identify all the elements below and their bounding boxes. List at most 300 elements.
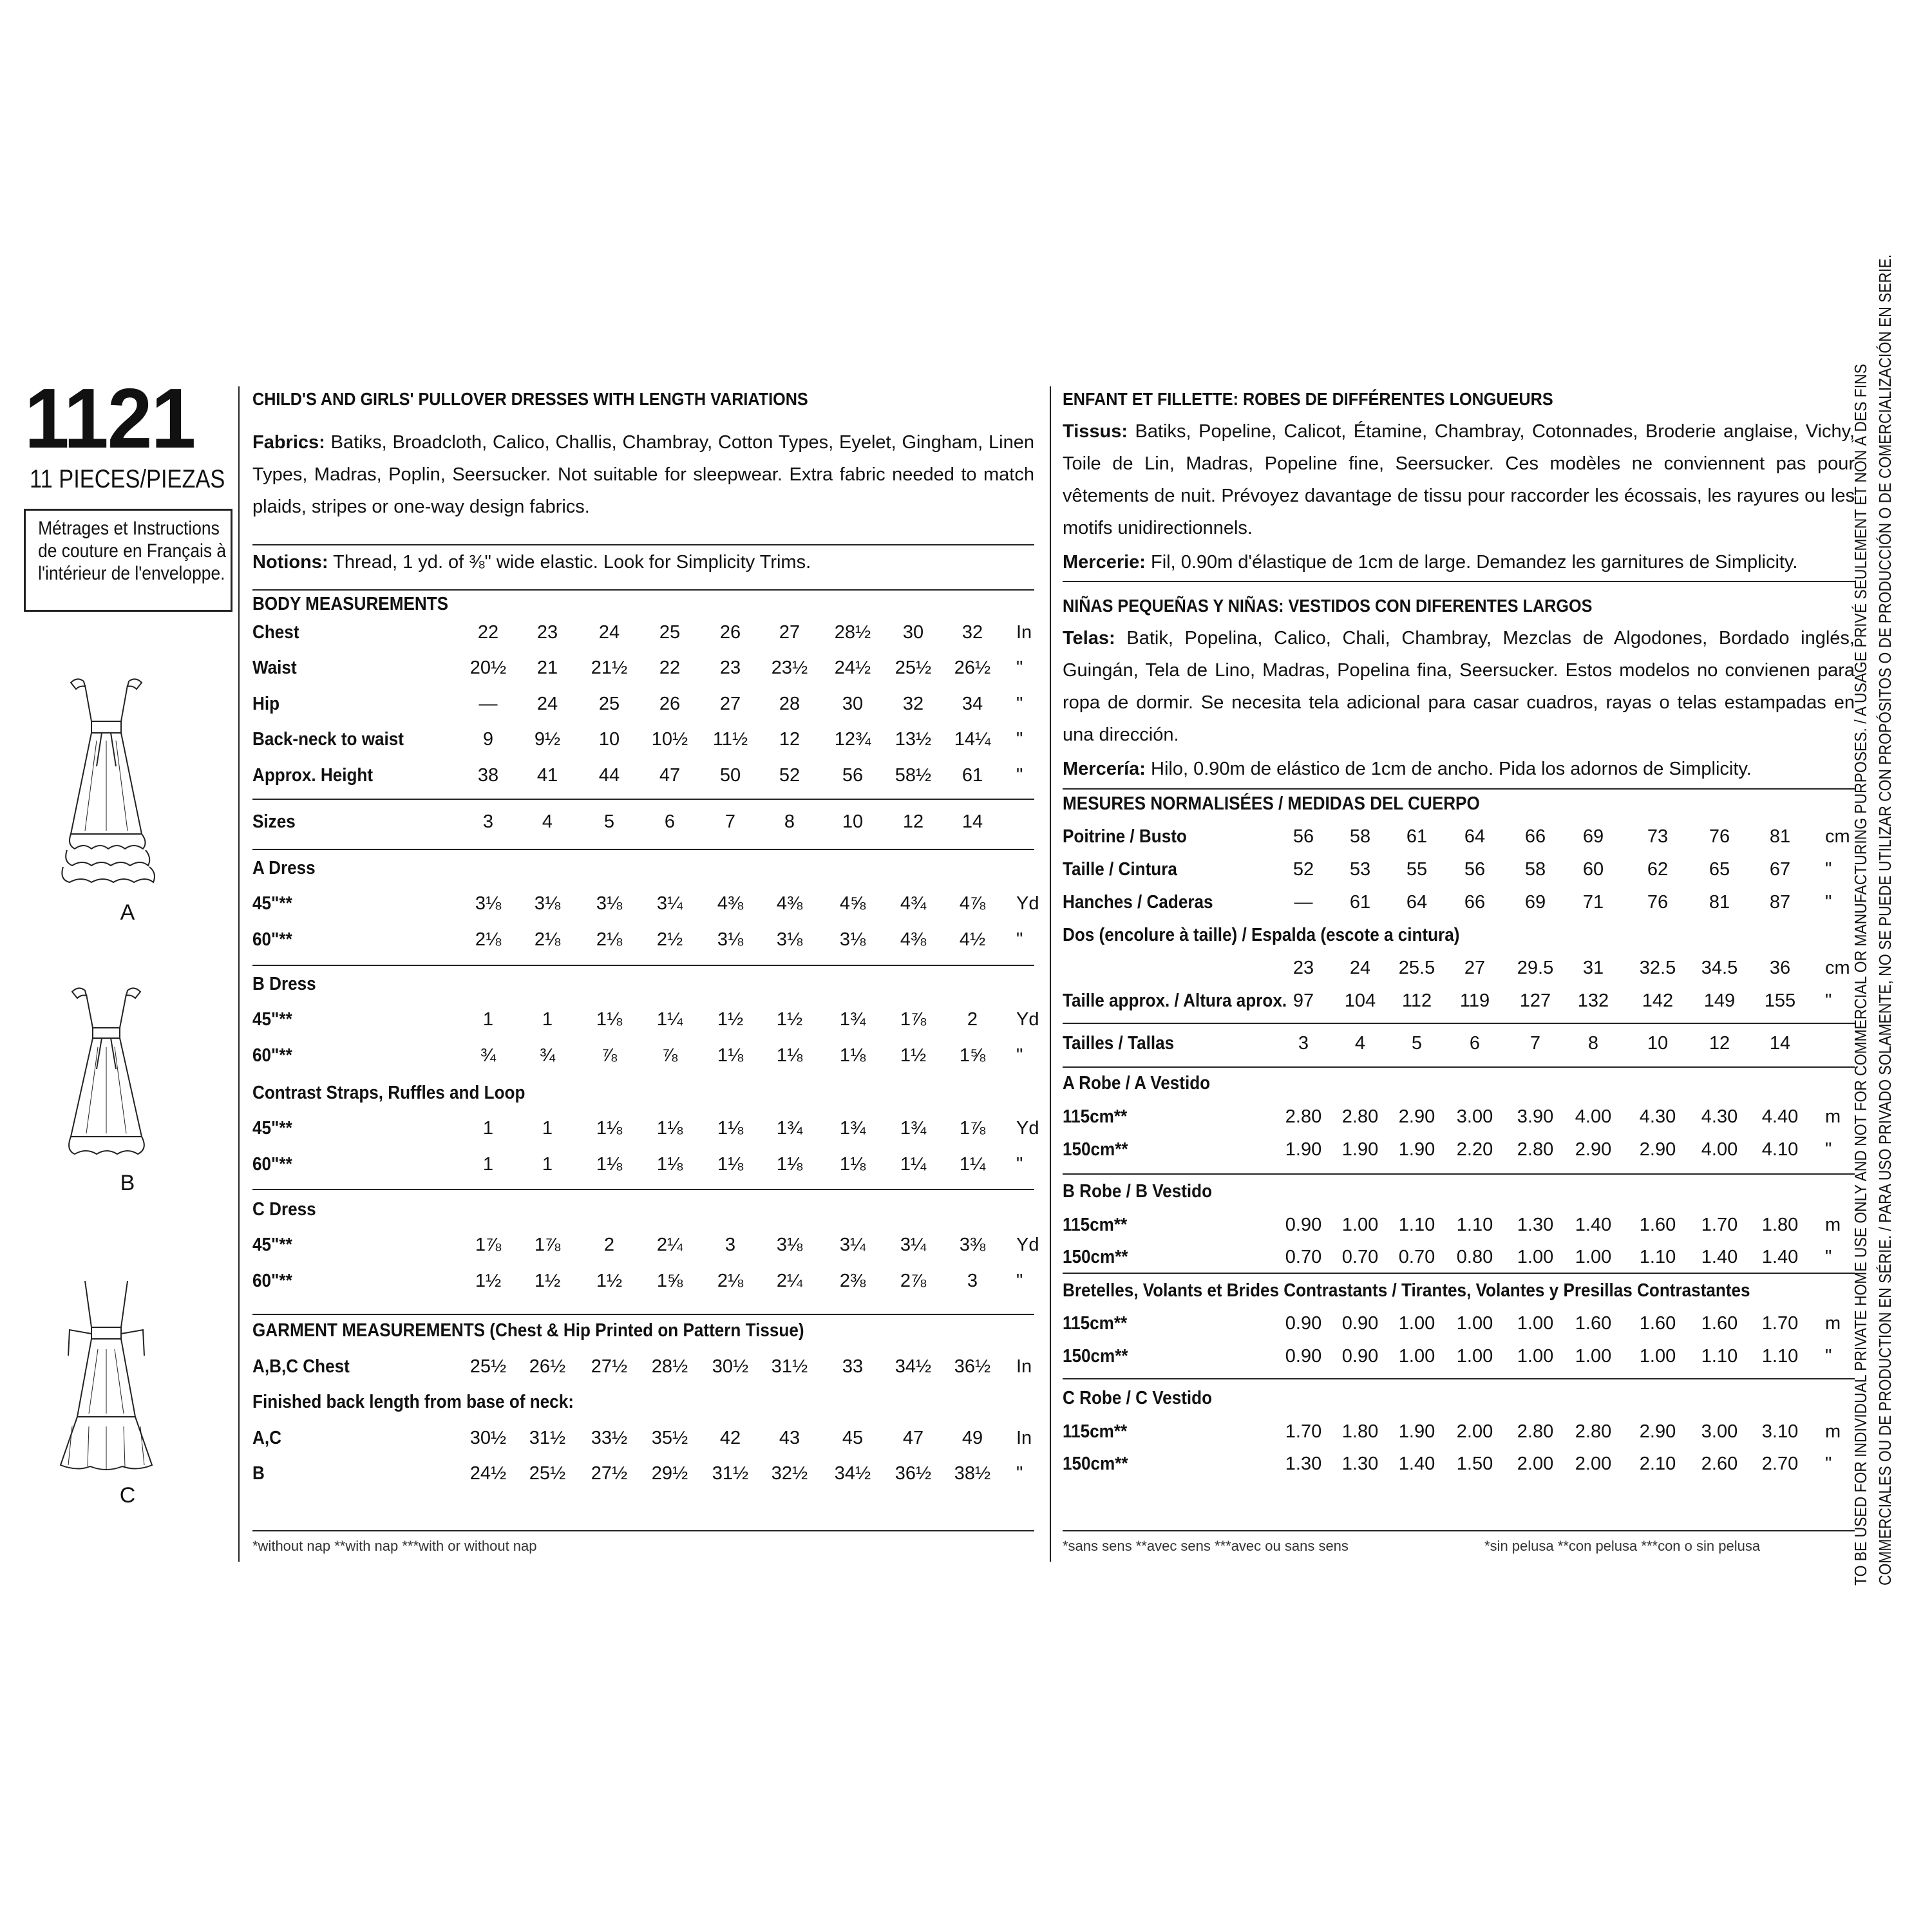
english-notions bbox=[252, 546, 1034, 578]
yardage-row-value: 1⅞ bbox=[475, 1235, 502, 1255]
intl-yardage-row-value: 1.00 bbox=[1341, 1215, 1379, 1235]
french-fabrics bbox=[1063, 415, 1855, 544]
body-row-value: 27 bbox=[719, 694, 741, 714]
finished-length-row-value: 30½ bbox=[469, 1428, 507, 1448]
finished-length-row-value: 27½ bbox=[591, 1463, 628, 1484]
intl-size-value: 10 bbox=[1647, 1033, 1669, 1054]
body-row-label: Hip bbox=[252, 694, 280, 714]
yardage-row-unit: Yd bbox=[1016, 893, 1039, 914]
tissus-text: Batiks, Popeline, Calicot, Étamine, Chambray, Cotonnades, Broderie anglaise, Vichy, Toile de Lin, Madras, Popeline fine, Seersucker. Ces modèles ne conviennent pas pour vêtements de nuit. Prévoyez davantage de tissu pour raccorder les écossais, les rayures ou les motifs unidirectionnels. bbox=[1063, 421, 1855, 538]
intl-body-row-value: 58 bbox=[1349, 826, 1371, 847]
yardage-row-unit: " bbox=[1016, 929, 1023, 950]
intl-yardage-row-unit: m bbox=[1825, 1421, 1841, 1442]
yardage-row-value: 2 bbox=[603, 1235, 615, 1255]
body-row-label: Back-neck to waist bbox=[252, 729, 404, 750]
notions-text: Thread, 1 yd. of ⅜" wide elastic. Look for Simplicity Trims. bbox=[328, 552, 811, 573]
intl-yardage-row-value: 4.40 bbox=[1761, 1106, 1799, 1127]
yardage-row-value: 1 bbox=[542, 1154, 553, 1175]
yardage-row-value: 3¼ bbox=[656, 893, 683, 914]
intl-yardage-row-value: 1.10 bbox=[1701, 1346, 1738, 1367]
intl-yardage-row-value: 1.90 bbox=[1398, 1421, 1435, 1442]
yardage-row-label: 60"** bbox=[252, 1154, 292, 1175]
intl-yardage-row-value: 2.00 bbox=[1575, 1454, 1612, 1474]
yardage-row-value: 2¼ bbox=[656, 1235, 683, 1255]
intl-body-row-value: 81 bbox=[1769, 826, 1791, 847]
yardage-heading: B Dress bbox=[252, 974, 316, 994]
garment-chest-row-unit: In bbox=[1016, 1356, 1032, 1377]
divider bbox=[252, 965, 1034, 966]
intl-body-heading: MESURES NORMALISÉES / MEDIDAS DEL CUERPO bbox=[1063, 793, 1480, 814]
body-row-value: 12¾ bbox=[834, 729, 871, 750]
body-row-label: Waist bbox=[252, 658, 297, 678]
intl-yardage-row-value: 0.70 bbox=[1341, 1247, 1379, 1267]
body-row-value: 26 bbox=[719, 622, 741, 643]
intl-body-row-value: 76 bbox=[1709, 826, 1730, 847]
back-length-label: Dos (encolure à taille) / Espalda (escote a cintura) bbox=[1063, 925, 1460, 945]
intl-body-row-label: Hanches / Caderas bbox=[1063, 892, 1213, 913]
yardage-row-value: 4⅝ bbox=[839, 893, 866, 914]
spanish-title: NIÑAS PEQUEÑAS Y NIÑAS: VESTIDOS CON DIFERENTES LARGOS bbox=[1063, 596, 1593, 616]
body-row-unit: " bbox=[1016, 729, 1023, 750]
intl-size-value: 12 bbox=[1709, 1033, 1730, 1054]
yardage-row-value: 1½ bbox=[776, 1009, 803, 1030]
intl-body-row-value: 87 bbox=[1769, 892, 1791, 913]
intl-size-value: 8 bbox=[1587, 1033, 1599, 1054]
intl-size-value: 3 bbox=[1298, 1033, 1309, 1054]
intl-yardage-row-label: 115cm** bbox=[1063, 1106, 1128, 1127]
intl-yardage-row-value: 0.70 bbox=[1285, 1247, 1322, 1267]
french-nap-footnote: *sans sens **avec sens ***avec ou sans sens bbox=[1063, 1538, 1349, 1554]
intl-yardage-row-value: 0.90 bbox=[1285, 1346, 1322, 1367]
size-value: 4 bbox=[542, 811, 553, 832]
finished-length-row-value: 49 bbox=[961, 1428, 983, 1448]
back-length-value: 27 bbox=[1464, 958, 1486, 978]
spanish-notions bbox=[1063, 753, 1855, 785]
view-label-c: C bbox=[119, 1483, 136, 1508]
body-row-value: 47 bbox=[659, 765, 681, 786]
intl-yardage-row-value: 4.00 bbox=[1575, 1106, 1612, 1127]
note-line: Métrages et Instructions bbox=[38, 518, 220, 539]
intl-body-row-value: 52 bbox=[1293, 859, 1314, 880]
size-value: 12 bbox=[902, 811, 924, 832]
finished-length-row-value: 43 bbox=[779, 1428, 800, 1448]
intl-body-row-value: 56 bbox=[1464, 859, 1486, 880]
body-row-value: 22 bbox=[477, 622, 499, 643]
finished-length-heading: Finished back length from base of neck: bbox=[252, 1392, 574, 1412]
back-length-value: 34.5 bbox=[1701, 958, 1738, 978]
yardage-row-value: 2 bbox=[967, 1009, 978, 1030]
intl-yardage-row-value: 0.90 bbox=[1285, 1313, 1322, 1334]
yardage-row-value: 2½ bbox=[656, 929, 683, 950]
height-value: 97 bbox=[1293, 990, 1314, 1011]
intl-yardage-row-value: 2.90 bbox=[1639, 1139, 1676, 1160]
divider bbox=[1063, 1066, 1855, 1068]
divider bbox=[252, 589, 1034, 591]
yardage-row-value: 3⅛ bbox=[839, 929, 866, 950]
intl-yardage-row-value: 1.00 bbox=[1517, 1346, 1554, 1367]
yardage-row-unit: " bbox=[1016, 1045, 1023, 1066]
yardage-row-value: 4⅞ bbox=[959, 893, 986, 914]
intl-yardage-row-value: 1.10 bbox=[1398, 1215, 1435, 1235]
size-value: 8 bbox=[784, 811, 795, 832]
view-b-illustration bbox=[58, 985, 155, 1159]
finished-length-row-value: 45 bbox=[842, 1428, 864, 1448]
yardage-row-label: 45"** bbox=[252, 1118, 292, 1139]
size-value: 3 bbox=[482, 811, 494, 832]
intl-yardage-row-unit: m bbox=[1825, 1106, 1841, 1127]
divider bbox=[252, 849, 1034, 850]
size-value: 10 bbox=[842, 811, 864, 832]
divider bbox=[1063, 1273, 1855, 1274]
yardage-row-value: 1⅛ bbox=[839, 1154, 866, 1175]
body-row-value: 56 bbox=[842, 765, 864, 786]
intl-yardage-row-value: 1.00 bbox=[1639, 1346, 1676, 1367]
intl-yardage-row-value: 2.90 bbox=[1398, 1106, 1435, 1127]
body-row-value: 24½ bbox=[834, 658, 871, 678]
divider bbox=[252, 799, 1034, 800]
intl-yardage-row-value: 3.00 bbox=[1456, 1106, 1493, 1127]
intl-yardage-row-value: 0.90 bbox=[1285, 1215, 1322, 1235]
intl-yardage-row-unit: " bbox=[1825, 1247, 1832, 1267]
fabrics-label: Fabrics: bbox=[252, 432, 325, 453]
intl-body-row-unit: " bbox=[1825, 892, 1832, 913]
garment-chest-row-value: 31½ bbox=[771, 1356, 808, 1377]
intl-yardage-row-value: 4.10 bbox=[1761, 1139, 1799, 1160]
size-value: 14 bbox=[961, 811, 983, 832]
finished-length-row-value: 31½ bbox=[529, 1428, 566, 1448]
divider bbox=[252, 1314, 1034, 1315]
yardage-row-value: 3⅛ bbox=[717, 929, 744, 950]
body-row-value: 11½ bbox=[712, 729, 748, 750]
intl-body-row-value: 62 bbox=[1647, 859, 1669, 880]
yardage-heading: A Dress bbox=[252, 858, 316, 878]
body-row-label: Approx. Height bbox=[252, 765, 374, 786]
piece-count: 11 PIECES/PIEZAS bbox=[30, 465, 225, 493]
yardage-row-value: 4⅜ bbox=[900, 929, 927, 950]
yardage-row-value: 2⅞ bbox=[900, 1271, 927, 1291]
finished-length-row-value: 36½ bbox=[895, 1463, 932, 1484]
finished-length-row-value: 29½ bbox=[651, 1463, 688, 1484]
yardage-row-value: 2⅛ bbox=[475, 929, 502, 950]
intl-yardage-row-unit: " bbox=[1825, 1454, 1832, 1474]
body-row-unit: " bbox=[1016, 765, 1023, 786]
yardage-row-value: 3¼ bbox=[900, 1235, 927, 1255]
intl-body-row-value: 60 bbox=[1582, 859, 1604, 880]
yardage-row-unit: " bbox=[1016, 1154, 1023, 1175]
intl-yardage-row-value: 1.00 bbox=[1517, 1313, 1554, 1334]
legal-line: COMMERCIALES OU DE PRODUCTION EN SÉRIE. / PARA USO PRIVADO SOLAMENTE, NO SE PUEDE UTILIZAR CON PROPÓSITOS O DE PRODUCCIÓN O DE COMERCIALIZACIÓN EN SERIE. bbox=[1875, 254, 1895, 1586]
intl-yardage-row-value: 2.80 bbox=[1341, 1106, 1379, 1127]
intl-yardage-row-value: 1.40 bbox=[1761, 1247, 1799, 1267]
body-row-unit: " bbox=[1016, 658, 1023, 678]
body-row-value: 30 bbox=[902, 622, 924, 643]
intl-size-value: 14 bbox=[1769, 1033, 1791, 1054]
yardage-row-value: 1 bbox=[542, 1118, 553, 1139]
yardage-row-value: 2⅛ bbox=[596, 929, 623, 950]
intl-yardage-row-value: 2.80 bbox=[1575, 1421, 1612, 1442]
body-row-value: 9 bbox=[482, 729, 494, 750]
yardage-row-value: 1½ bbox=[596, 1271, 623, 1291]
body-row-value: 23 bbox=[719, 658, 741, 678]
intl-yardage-row-unit: " bbox=[1825, 1346, 1832, 1367]
back-length-value: 31 bbox=[1582, 958, 1604, 978]
yardage-row-value: 1 bbox=[482, 1118, 494, 1139]
view-label-a: A bbox=[120, 900, 135, 925]
intl-body-row-value: 66 bbox=[1524, 826, 1546, 847]
intl-yardage-row-value: 1.60 bbox=[1639, 1215, 1676, 1235]
intl-yardage-row-value: 3.90 bbox=[1517, 1106, 1554, 1127]
yardage-row-label: 45"** bbox=[252, 893, 292, 914]
finished-length-row-value: 35½ bbox=[651, 1428, 688, 1448]
yardage-row-value: 1⅛ bbox=[596, 1154, 623, 1175]
yardage-row-value: 1⅛ bbox=[596, 1009, 623, 1030]
intl-yardage-row-label: 150cm** bbox=[1063, 1139, 1128, 1160]
garment-chest-row-value: 30½ bbox=[712, 1356, 749, 1377]
height-value: 112 bbox=[1401, 990, 1432, 1011]
garment-chest-row-value: 25½ bbox=[469, 1356, 507, 1377]
body-row-value: 27 bbox=[779, 622, 800, 643]
intl-body-row-value: 61 bbox=[1349, 892, 1371, 913]
divider bbox=[252, 544, 1034, 545]
yardage-row-value: 1⅛ bbox=[596, 1118, 623, 1139]
body-row-value: 50 bbox=[719, 765, 741, 786]
yardage-row-value: 1⅛ bbox=[717, 1045, 744, 1066]
body-row-value: 41 bbox=[536, 765, 558, 786]
spanish-fabrics bbox=[1063, 622, 1855, 751]
legal-line: TO BE USED FOR INDIVIDUAL PRIVATE HOME USE ONLY AND NOT FOR COMMERCIAL OR MANUFACTURING PURPOSES. / A USAGE PRIVÉ SEULEMENT ET NON À DES FINS bbox=[1851, 364, 1870, 1586]
body-row-value: 30 bbox=[842, 694, 864, 714]
yardage-row-unit: Yd bbox=[1016, 1009, 1039, 1030]
yardage-row-value: 3⅛ bbox=[776, 929, 803, 950]
back-length-unit: cm bbox=[1825, 958, 1850, 978]
intl-body-row-value: 64 bbox=[1464, 826, 1486, 847]
telas-label: Telas: bbox=[1063, 628, 1115, 649]
intl-yardage-row-value: 1.00 bbox=[1517, 1247, 1554, 1267]
intl-body-row-value: 69 bbox=[1582, 826, 1604, 847]
intl-body-row-value: 55 bbox=[1406, 859, 1428, 880]
intl-body-row-value: 81 bbox=[1709, 892, 1730, 913]
intl-body-row-value: 53 bbox=[1349, 859, 1371, 880]
body-row-value: 44 bbox=[598, 765, 620, 786]
telas-text: Batik, Popelina, Calico, Chali, Chambray, Mezclas de Algodones, Bordado inglés, Guingán, Tela de Lino, Madras, Popelina fina, Seersucker. Estos modelos no convienen para ropa de dormir. Se necesita tela adicional para casar cuadros, rayas o telas estampadas en una dirección. bbox=[1063, 628, 1855, 745]
intl-yardage-row-label: 115cm** bbox=[1063, 1215, 1128, 1235]
garment-chest-row-value: 28½ bbox=[651, 1356, 688, 1377]
finished-length-row-value: 34½ bbox=[834, 1463, 871, 1484]
back-length-value: 25.5 bbox=[1398, 958, 1435, 978]
yardage-row-value: 1¼ bbox=[900, 1154, 927, 1175]
height-label: Taille approx. / Altura aprox. bbox=[1063, 990, 1287, 1011]
intl-yardage-heading: A Robe / A Vestido bbox=[1063, 1073, 1211, 1094]
size-value: 7 bbox=[724, 811, 736, 832]
intl-yardage-row-value: 1.30 bbox=[1285, 1454, 1322, 1474]
spanish-nap-footnote: *sin pelusa **con pelusa ***con o sin pelusa bbox=[1484, 1538, 1761, 1554]
finished-length-row-value: 33½ bbox=[591, 1428, 628, 1448]
legal-notice bbox=[1848, 254, 1897, 1586]
yardage-row-value: 1¾ bbox=[776, 1118, 803, 1139]
yardage-row-value: 1⅞ bbox=[959, 1118, 986, 1139]
view-label-b: B bbox=[120, 1171, 135, 1195]
yardage-row-value: 3¼ bbox=[839, 1235, 866, 1255]
finished-length-row-value: 38½ bbox=[954, 1463, 991, 1484]
body-row-value: 9½ bbox=[534, 729, 561, 750]
divider bbox=[1063, 1023, 1855, 1024]
divider bbox=[1063, 1378, 1855, 1379]
yardage-row-value: 1 bbox=[542, 1009, 553, 1030]
intl-yardage-row-unit: m bbox=[1825, 1215, 1841, 1235]
intl-yardage-row-value: 1.60 bbox=[1701, 1313, 1738, 1334]
divider bbox=[1063, 1173, 1855, 1175]
body-row-value: 24 bbox=[598, 622, 620, 643]
intl-yardage-row-value: 1.40 bbox=[1701, 1247, 1738, 1267]
intl-body-row-label: Taille / Cintura bbox=[1063, 859, 1177, 880]
yardage-heading: C Dress bbox=[252, 1199, 316, 1220]
intl-yardage-row-value: 1.90 bbox=[1285, 1139, 1322, 1160]
yardage-row-value: 1¼ bbox=[656, 1009, 683, 1030]
yardage-row-unit: " bbox=[1016, 1271, 1023, 1291]
view-c-illustration bbox=[52, 1278, 161, 1478]
intl-yardage-row-value: 4.30 bbox=[1639, 1106, 1676, 1127]
intl-yardage-row-label: 150cm** bbox=[1063, 1346, 1128, 1367]
intl-yardage-row-value: 3.00 bbox=[1701, 1421, 1738, 1442]
left-divider bbox=[238, 386, 240, 1562]
intl-yardage-row-value: 2.70 bbox=[1761, 1454, 1799, 1474]
height-value: 127 bbox=[1519, 990, 1551, 1011]
size-value: 6 bbox=[664, 811, 676, 832]
merceria-label: Mercería: bbox=[1063, 759, 1146, 779]
back-length-value: 24 bbox=[1349, 958, 1371, 978]
intl-body-row-value: 64 bbox=[1406, 892, 1428, 913]
yardage-row-label: 60"** bbox=[252, 1045, 292, 1066]
intl-yardage-row-label: 115cm** bbox=[1063, 1421, 1128, 1442]
intl-body-row-value: 61 bbox=[1406, 826, 1428, 847]
body-row-value: 10½ bbox=[651, 729, 688, 750]
finished-length-row-unit: In bbox=[1016, 1428, 1032, 1448]
yardage-row-value: ⅞ bbox=[661, 1045, 678, 1066]
intl-yardage-row-value: 1.30 bbox=[1517, 1215, 1554, 1235]
body-row-value: 23 bbox=[536, 622, 558, 643]
english-nap-footnote: *without nap **with nap ***with or without nap bbox=[252, 1538, 537, 1554]
sizes-label: Sizes bbox=[252, 811, 296, 832]
intl-yardage-row-value: 3.10 bbox=[1761, 1421, 1799, 1442]
intl-yardage-row-value: 1.00 bbox=[1575, 1346, 1612, 1367]
note-line: de couture en Français à bbox=[38, 540, 227, 562]
garment-chest-row-value: 33 bbox=[842, 1356, 864, 1377]
yardage-row-value: 2⅛ bbox=[534, 929, 561, 950]
intl-yardage-row-value: 1.70 bbox=[1701, 1215, 1738, 1235]
height-value: 149 bbox=[1703, 990, 1736, 1011]
intl-yardage-row-value: 2.80 bbox=[1285, 1106, 1322, 1127]
mercerie-text: Fil, 0.90m d'élastique de 1cm de large. Demandez les garnitures de Simplicity. bbox=[1145, 552, 1798, 573]
finished-length-row-label: B bbox=[252, 1463, 265, 1484]
yardage-row-value: 3⅛ bbox=[596, 893, 623, 914]
yardage-heading: Contrast Straps, Ruffles and Loop bbox=[252, 1083, 526, 1103]
intl-yardage-row-value: 2.80 bbox=[1517, 1421, 1554, 1442]
intl-yardage-row-value: 2.00 bbox=[1517, 1454, 1554, 1474]
body-row-value: 28½ bbox=[834, 622, 871, 643]
body-row-value: 34 bbox=[961, 694, 983, 714]
intl-yardage-row-unit: m bbox=[1825, 1313, 1841, 1334]
yardage-row-value: 1⅛ bbox=[656, 1154, 683, 1175]
height-value: 155 bbox=[1764, 990, 1796, 1011]
back-length-value: 36 bbox=[1769, 958, 1791, 978]
height-value: 142 bbox=[1642, 990, 1674, 1011]
yardage-row-value: 1¾ bbox=[839, 1009, 866, 1030]
intl-body-row-value: 65 bbox=[1709, 859, 1730, 880]
body-row-value: 25½ bbox=[895, 658, 932, 678]
view-a-illustration bbox=[52, 676, 161, 895]
yardage-row-value: 3⅛ bbox=[776, 1235, 803, 1255]
yardage-row-value: 1⅞ bbox=[900, 1009, 927, 1030]
intl-yardage-heading: C Robe / C Vestido bbox=[1063, 1388, 1213, 1408]
intl-yardage-row-value: 1.30 bbox=[1341, 1454, 1379, 1474]
intl-size-value: 4 bbox=[1354, 1033, 1366, 1054]
intl-yardage-row-value: 0.90 bbox=[1341, 1313, 1379, 1334]
intl-size-value: 5 bbox=[1411, 1033, 1423, 1054]
french-instructions-note bbox=[24, 509, 232, 612]
intl-yardage-row-value: 1.80 bbox=[1341, 1421, 1379, 1442]
yardage-row-value: 1⅝ bbox=[959, 1045, 986, 1066]
yardage-row-value: 1⅛ bbox=[839, 1045, 866, 1066]
intl-yardage-row-value: 2.90 bbox=[1575, 1139, 1612, 1160]
intl-yardage-row-value: 1.00 bbox=[1398, 1346, 1435, 1367]
yardage-row-value: 2⅜ bbox=[839, 1271, 866, 1291]
body-row-value: 23½ bbox=[771, 658, 808, 678]
intl-yardage-row-value: 0.70 bbox=[1398, 1247, 1435, 1267]
intl-body-row-value: 66 bbox=[1464, 892, 1486, 913]
height-unit: " bbox=[1825, 990, 1832, 1011]
french-title: ENFANT ET FILLETTE: ROBES DE DIFFÉRENTES LONGUEURS bbox=[1063, 389, 1553, 409]
finished-length-row-value: 31½ bbox=[712, 1463, 749, 1484]
tissus-label: Tissus: bbox=[1063, 421, 1128, 442]
yardage-row-value: ⅞ bbox=[601, 1045, 618, 1066]
intl-size-value: 7 bbox=[1530, 1033, 1541, 1054]
fabrics-text: Batiks, Broadcloth, Calico, Challis, Chambray, Cotton Types, Eyelet, Gingham, Linen Types, Madras, Poplin, Seersucker. Not suitable for sleepwear. Extra fabric needed to match plaids, stripes or one-way design fabrics. bbox=[252, 432, 1034, 517]
intl-yardage-row-value: 1.40 bbox=[1575, 1215, 1612, 1235]
yardage-row-value: 1½ bbox=[534, 1271, 561, 1291]
intl-yardage-heading: Bretelles, Volants et Brides Contrastants / Tirantes, Volantes y Presillas Contrastantes bbox=[1063, 1280, 1750, 1301]
intl-yardage-row-label: 150cm** bbox=[1063, 1247, 1128, 1267]
yardage-row-value: ¾ bbox=[480, 1045, 497, 1066]
intl-body-row-value: 71 bbox=[1582, 892, 1604, 913]
yardage-row-value: 1½ bbox=[717, 1009, 744, 1030]
yardage-row-value: 3 bbox=[724, 1235, 736, 1255]
body-row-value: 22 bbox=[659, 658, 681, 678]
intl-yardage-row-value: 1.90 bbox=[1341, 1139, 1379, 1160]
body-row-value: 24 bbox=[536, 694, 558, 714]
finished-length-row-value: 42 bbox=[719, 1428, 741, 1448]
intl-yardage-heading: B Robe / B Vestido bbox=[1063, 1181, 1213, 1202]
intl-body-row-value: 69 bbox=[1524, 892, 1546, 913]
mercerie-label: Mercerie: bbox=[1063, 552, 1146, 573]
english-fabrics bbox=[252, 426, 1034, 523]
yardage-row-value: 1¾ bbox=[900, 1118, 927, 1139]
height-value: 119 bbox=[1459, 990, 1490, 1011]
finished-length-row-value: 24½ bbox=[469, 1463, 507, 1484]
divider bbox=[252, 1530, 1034, 1531]
intl-yardage-row-label: 150cm** bbox=[1063, 1454, 1128, 1474]
garment-chest-row-value: 34½ bbox=[895, 1356, 932, 1377]
pattern-number: 1121 bbox=[24, 371, 195, 466]
garment-chest-row-label: A,B,C Chest bbox=[252, 1356, 350, 1377]
yardage-row-value: 3⅛ bbox=[534, 893, 561, 914]
intl-body-row-value: 76 bbox=[1647, 892, 1669, 913]
body-row-label: Chest bbox=[252, 622, 299, 643]
intl-yardage-row-value: 2.20 bbox=[1456, 1139, 1493, 1160]
intl-yardage-row-value: 2.10 bbox=[1639, 1454, 1676, 1474]
finished-length-row-value: 25½ bbox=[529, 1463, 566, 1484]
intl-body-row-label: Poitrine / Busto bbox=[1063, 826, 1187, 847]
intl-yardage-row-value: 1.10 bbox=[1761, 1346, 1799, 1367]
